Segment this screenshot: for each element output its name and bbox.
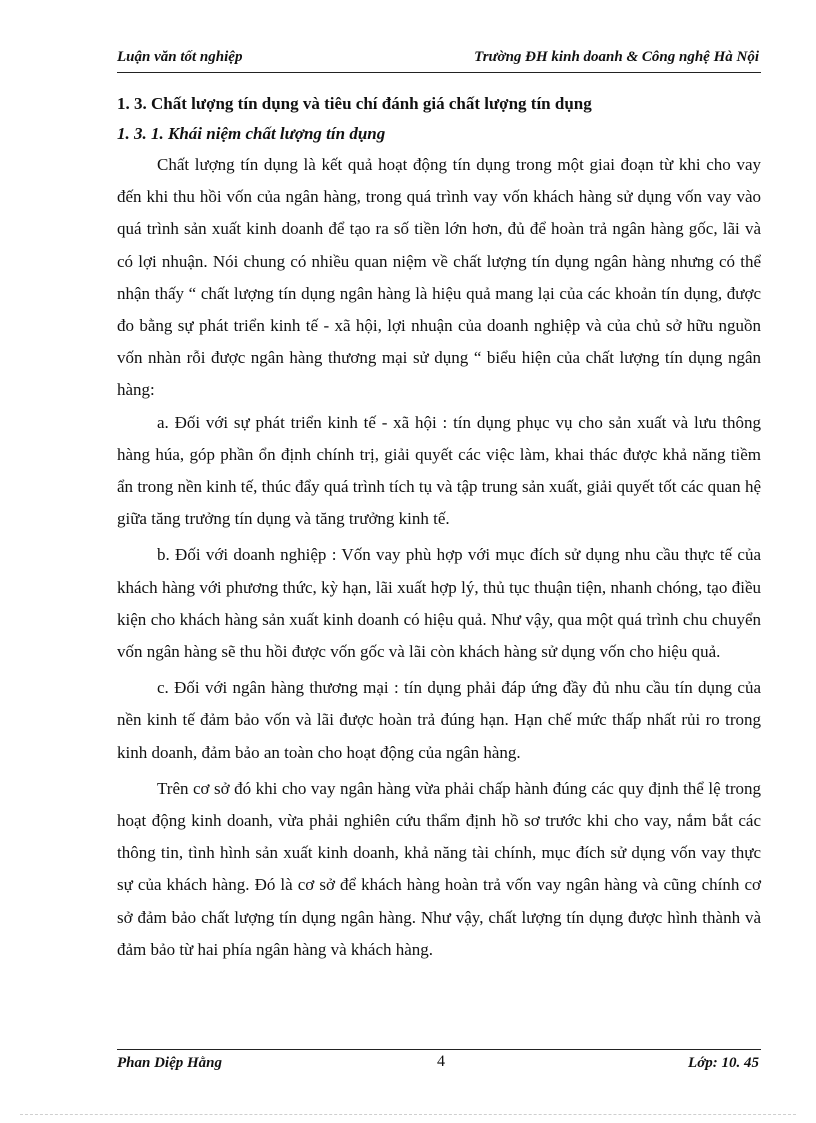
- page-number: 4: [437, 1053, 445, 1070]
- page-footer: [117, 1049, 761, 1076]
- header-thesis-label: Luận văn tốt nghiệp: [117, 49, 243, 65]
- page-header: [117, 46, 761, 73]
- paragraph-conclusion: Trên cơ sở đó khi cho vay ngân hàng vừa phải chấp hành đúng các quy định thể lệ trong hoạt động kinh doanh, vừa phải nghiên cứu thẩm định hồ sơ trước khi cho vay, nắm bắt các thông tin, tình hình sản xuất kinh doanh, khả năng tài chính, mục đích sử dụng vốn vay thực sự của khách hàng. Đó là cơ sở để khách hàng hoàn trả vốn vay ngân hàng và cũng chính cơ sở đảm bảo chất lượng tín dụng ngân hàng. Như vậy, chất lượng tín dụng được hình thành và đảm bảo từ hai phía ngân hàng và khách hàng.: [117, 778, 761, 959]
- paragraph-definition: Chất lượng tín dụng là kết quả hoạt động tín dụng trong một giai đoạn từ khi cho vay đến khi thu hồi vốn của ngân hàng, trong quá trình vay vốn khách hàng sử dụng vốn vay vào quá trình sản xuất kinh doanh để tạo ra số tiền lớn hơn, đủ để hoàn trả ngân hàng gốc, lãi và có lợi nhuận. Nói chung có nhiều quan niệm về chất lượng tín dụng ngân hàng nhưng có thể nhận thấy “ chất lượng tín dụng ngân hàng là hiệu quả mang lại của các khoản tín dụng, được đo bằng sự phát triển kinh tế - xã hội, lợi nhuận của doanh nghiệp và của chủ sở hữu nguồn vốn nhàn rỗi được ngân hàng thương mại sử dụng “ biểu hiện của chất lượng tín dụng ngân hàng:: [117, 155, 761, 400]
- paragraph-bank: c. Đối với ngân hàng thương mại : tín dụng phải đáp ứng đầy đủ nhu cầu tín dụng của nền kinh tế đảm bảo vốn và lãi được hoàn trả đúng hạn. Hạn chế mức thấp nhất rủi ro trong kinh doanh, đảm bảo an toàn cho hoạt động của ngân hàng.: [117, 678, 761, 762]
- subsection-title: 1. 3. 1. Khái niệm chất lượng tín dụng: [117, 124, 386, 143]
- page-body: [117, 89, 761, 966]
- header-university: Trường ĐH kinh doanh & Công nghệ Hà Nội: [474, 49, 759, 65]
- footer-author: Phan Diệp Hằng: [117, 1055, 223, 1071]
- paragraph-enterprise: b. Đối với doanh nghiệp : Vốn vay phù hợp với mục đích sử dụng nhu cầu thực tế của khách hàng với phương thức, kỳ hạn, lãi xuất hợp lý, thủ tục thuận tiện, nhanh chóng, tạo điều kiện cho khách hàng sản xuất kinh doanh có hiệu quả. Như vậy, qua một quá trình chu chuyển vốn ngân hàng sẽ thu hồi được vốn gốc và lãi còn khách hàng sử dụng vốn cho hiệu quả.: [117, 545, 761, 662]
- paragraph-economy: a. Đối với sự phát triển kinh tế - xã hội : tín dụng phục vụ cho sản xuất và lưu thông hàng húa, góp phần ổn định chính trị, giải quyết các việc làm, khai thác được khả năng tiềm ẩn trong nền kinh tế, thúc đẩy quá trình tích tụ và tập trung sản xuất, giải quyết tốt các quan hệ giữa tăng trưởng tín dụng và tăng trưởng kinh tế.: [117, 412, 761, 529]
- section-title: 1. 3. Chất lượng tín dụng và tiêu chí đánh giá chất lượng tín dụng: [117, 94, 592, 113]
- page-edge-divider: [20, 1114, 796, 1115]
- footer-class: Lớp: 10. 45: [688, 1055, 759, 1071]
